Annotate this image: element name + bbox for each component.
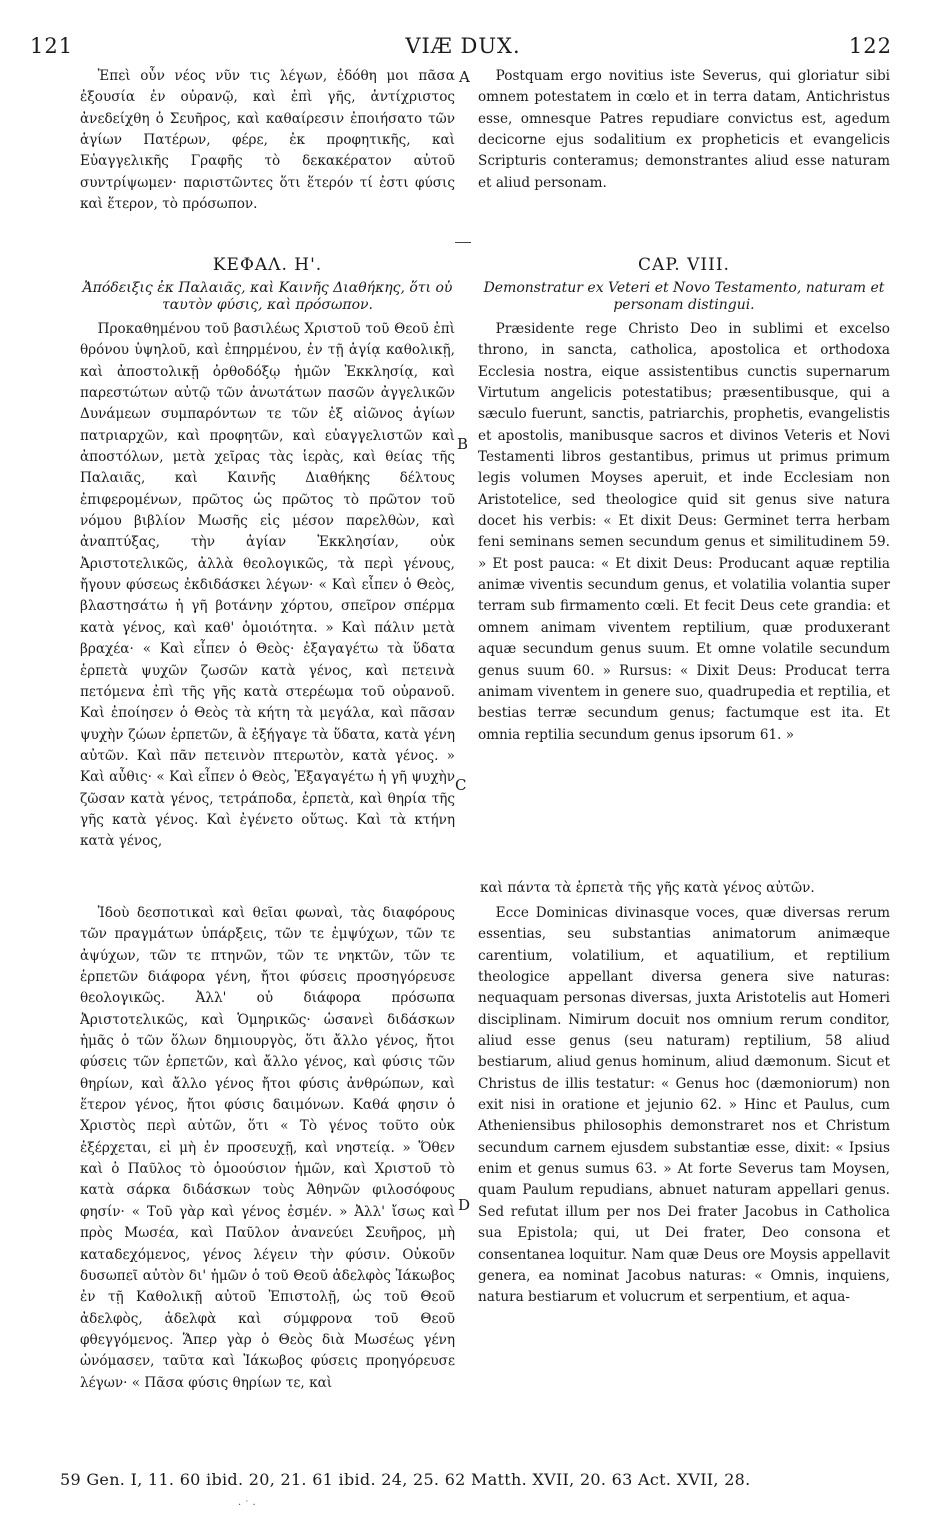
latin-intro-column (478, 66, 890, 238)
print-specks: · ˙ · (238, 1500, 256, 1511)
greek-chapter-title: ΚΕΦΑΛ. Η'. (212, 255, 323, 275)
latin-paragraph-2 (478, 903, 890, 1451)
greek-spanning-line: καὶ πάντα τὰ ἑρπετὰ τῆς γῆς κατὰ γένος αὐτῶν. (480, 880, 815, 896)
latin-chapter-subtitle: Demonstratur ex Veteri et Novo Testamento, naturam et personam distingui. (483, 280, 885, 313)
latin-intro-text: Postquam ergo novitius iste Severus, qui gloriatur sibi omnem potestatem in cœlo et in terra datam, Antichristus esse, omnesque Patres repudiare convictus est, agedum decicorne ejus sodalitium ex propheticis et evangelicis Scripturis conteramus; demonstrantes aliud esse naturam et aliud personam. (478, 68, 890, 191)
latin-paragraph-2-text: Ecce Dominicas divinasque voces, quæ diversas rerum essentias, seu substantias animatorum animæque carentium, volatilium, et aquatilium, et reptilium theologice appellant diversa genera sive naturas: nequaquam personas diversas, juxta Aristotelis aut Homeri disciplinam. Nimirum docuit nos omnium rerum conditor, aliud esse genus (seu naturam) reptilium, 58 aliud bestiarum, aliud genus hominum, aliud dæmonum. Sicut et Christus de illis testatur: « Genus hoc (dæmoniorum) non exit nisi in oratione et jejunio 62. » Hinc et Paulus, cum Atheniensibus philosophis demonstraret nos et Christum secundum carnem ejusdem substantiæ esse, dixit: « Ipsius enim et genus sumus 63. » At forte Severus tam Moysen, quam Paulum repudians, abnuet naturam appellari genus. Sed refutat illum per nos Dei frater Jacobus in Catholica sua Epistola; qui, ut Dei frater, Deo consona et consentanea loquitur. Nam quæ Deus ore Moysis appellavit genera, ea nominat Jacobus naturas: « Omnis, inquiens, natura bestiarum et volucrum et serpentium, et aqua- (478, 905, 890, 1306)
right-page-number: 122 (848, 34, 892, 58)
greek-paragraph-1-text: Προκαθημένου τοῦ βασιλέως Χριστοῦ τοῦ Θεοῦ ἐπὶ θρόνου ὑψηλοῦ, καὶ ἐπηρμένου, ἐν τῇ ἁγίᾳ καθολικῇ, καὶ ἀποστολικῇ ὀρθοδόξῳ ἡμῶν Ἐκκλησίᾳ, καὶ παρεστώτων αὐτῷ τῶν ἀνωτάτων πασῶν ἀγγελικῶν Δυνάμεων συμπαρόντων τε τῶν ἐξ αἰῶνος ἁγίων πατριαρχῶν, καὶ προφητῶν, καὶ εὐαγγελιστῶν καὶ ἀποστόλων, μετὰ χεῖρας τὰς ἱερὰς, καὶ θείας τῆς Παλαιᾶς, καὶ Καινῆς Διαθήκης δέλτους ἐπιφερομένων, πρῶτος ὡς πρῶτος τὸ πρῶτον τοῦ νόμου βιβλίον Μωσῆς εἰς μέσον παρελθὼν, καὶ ἀναπτύξας, τὴν ἁγίαν Ἐκκλησίαν, οὐκ Ἀριστοτελικῶς, ἀλλὰ θεολογικῶς, τὰ περὶ γένους, ἤγουν φύσεως ἐκδιδάσκει λέγων· « Καὶ εἶπεν ὁ Θεὸς, βλαστησάτω ἡ γῆ βοτάνην χόρτου, σπεῖρον σπέρμα κατὰ γένος, καὶ καθ' ὁμοιότητα. » Καὶ πάλιν μετὰ βραχέα· « Καὶ εἶπεν ὁ Θεὸς· ἐξαγαγέτω τὰ ὕδατα ἑρπετὰ ψυχῶν ζωσῶν κατὰ γένος, καὶ πετεινὰ πετόμενα ἐπὶ τῆς γῆς κατὰ στερέωμα τοῦ οὐρανοῦ. Καὶ ἐποίησεν ὁ Θεὸς τὰ κήτη τὰ μεγάλα, καὶ πᾶσαν ψυχὴν ζώων ἑρπετῶν, ἃ ἐξήγαγε τὰ ὕδατα, κατὰ γένη αὐτῶν. Καὶ πᾶν πετεινὸν πτερωτὸν, κατὰ γένος. » Καὶ αὖθις· « Καὶ εἶπεν ὁ Θεὸς, Ἐξαγαγέτω ἡ γῆ ψυχὴν ζῶσαν κατὰ γένος, τετράποδα, ἑρπετὰ, καὶ θηρία τῆς γῆς κατὰ γένος. Καὶ ἐγένετο οὕτως. Καὶ τὰ κτήνη κατὰ γένος, (80, 321, 455, 850)
greek-paragraph-2 (80, 903, 455, 1451)
greek-intro-column (80, 66, 455, 238)
footnotes: 59 Gen. I, 11. 60 ibid. 20, 21. 61 ibid. 24, 25. 62 Matth. XVII, 20. 63 Act. XVII, 28. (60, 1470, 751, 1489)
greek-intro-text: Ἐπεὶ οὖν νέος νῦν τις λέγων, ἐδόθη μοι πᾶσα ἐξουσία ἐν οὐρανῷ, καὶ ἐπὶ γῆς, ἀντίχριστος ἀνεδείχθη ὁ Σευῆρος, καὶ καθαίρεσιν ἐποιήσατο τῶν ἁγίων Πατέρων, φέρε, ἐκ προφητικῆς, καὶ Εὐαγγελικῆς Γραφῆς τὸ δεκακέρατον αὐτοῦ συντρίψωμεν· παριστῶντες ὅτι ἕτερόν τί ἐστι φύσις καὶ ἕτερον, τὸ πρόσωπον. (80, 68, 455, 213)
running-title: VIÆ DUX. (405, 34, 521, 58)
left-page-number: 121 (30, 34, 74, 58)
greek-paragraph-2-text: Ἰδοὺ δεσποτικαὶ καὶ θεῖαι φωναὶ, τὰς διαφόρους τῶν πραγμάτων ὑπάρξεις, τῶν τε ἐμψύχων, τῶν τε ἀψύχων, τῶν τε πτηνῶν, τῶν τε νηκτῶν, τῶν τε ἑρπετῶν διάφορα γένη, ἤτοι φύσεις προσηγόρευσε θεολογικῶς. Ἀλλ' οὐ διάφορα πρόσωπα Ἀριστοτελικῶς, καὶ Ὁμηρικῶς· ὡσανεὶ διδάσκων ἡμᾶς ὁ τῶν ὅλων δημιουργὸς, ὅτι ἄλλο γένος, ἤτοι φύσεις τῶν ἑρπετῶν, καὶ ἄλλο γένος, καὶ φύσις τῶν θηρίων, καὶ ἄλλο γένος ἤτοι φύσις ἀνθρώπων, καὶ ἕτερον γένος, ἤτοι φύσις δαιμόνων. Καθά φησιν ὁ Χριστὸς περὶ αὐτῶν, ὅτι « Τὸ γένος τοῦτο οὐκ ἐξέρχεται, εἰ μὴ ἐν προσευχῇ, καὶ νηστείᾳ. » Ὅθεν καὶ ὁ Παῦλος τὸ ὁμοούσιον ἡμῶν, καὶ Χριστοῦ τὸ κατὰ σάρκα διδάσκων τοὺς Ἀθηνῶν φιλοσόφους φησίν· « Τοῦ γὰρ καὶ γένος ἐσμέν. » Ἀλλ' ἴσως καὶ πρὸς Μωσέα, καὶ Παῦλον ἀνανεύει Σευῆρος, μὴ καταδεχόμενος, γένος λέγειν τὴν φύσιν. Οὐκοῦν δυσωπεῖ αὐτὸν δι' ἡμῶν ὁ τοῦ Θεοῦ ἀδελφὸς Ἰάκωβος ἐν τῇ Καθολικῇ αὐτοῦ Ἐπιστολῇ, ὡς τοῦ Θεοῦ ἀδελφὸς, ἀδελφὰ καὶ σύμφρονα τοῦ Θεοῦ φθεγγόμενος. Ἅπερ γὰρ ὁ Θεὸς διὰ Μωσέως γένη ὠνόμασεν, ταῦτα καὶ Ἰάκωβος φύσεις προηγόρευσε λέγων· « Πᾶσα φύσις θηρίων τε, καὶ (80, 905, 455, 1391)
greek-chapter-subtitle: Ἀπόδειξις ἐκ Παλαιᾶς, καὶ Καινῆς Διαθήκης, ὅτι οὐ ταυτὸν φύσις, καὶ πρόσωπον. (82, 280, 453, 313)
margin-marker-c: C (455, 776, 467, 794)
latin-paragraph-1-text: Præsidente rege Christo Deo in sublimi et excelso throno, in sancta, catholica, apostolica et orthodoxa Ecclesia nostra, eique assistentibus cunctis supernarum Virtutum angelicis potestatibus; præsentibusque, qui a sæculo fuerunt, sanctis, patriarchis, prophetis, evangelistis et apostolis, manibusque sacros et divinos Veteris et Novi Testamenti libros gestantibus, primus ut primus primum legis volumen Moyses aperuit, et inde Ecclesiam non Aristotelice, sed theologice quid sit genus sive natura docet his verbis: « Et dixit Deus: Germinet terra herbam feni seminans semen secundum genus et similitudinem 59. » Et post pauca: « Et dixit Deus: Producant aquæ reptilia animæ viventis secundum genus, et volatilia volantia super terram sub firmamento cœli. Et fecit Deus cete grandia: et omnem animam viventem reptilium, quæ produxerant aquæ secundum genus suum. Et omne volatile secundum genus suum 60. » Rursus: « Dixit Deus: Producat terra animam viventem in genere suo, quadrupedia et reptilia, et bestias terræ secundum genus; factumque est ita. Et omnia reptilia secundum genus ipsorum 61. » (478, 321, 890, 743)
latin-chapter-title: CAP. VIII. (638, 255, 730, 275)
latin-paragraph-1 (478, 319, 890, 874)
margin-marker-d: D (458, 1196, 471, 1214)
margin-marker-b: B (457, 435, 469, 453)
column-divider-rule (455, 242, 471, 243)
greek-paragraph-1 (80, 319, 455, 874)
margin-marker-a: A (459, 68, 470, 86)
